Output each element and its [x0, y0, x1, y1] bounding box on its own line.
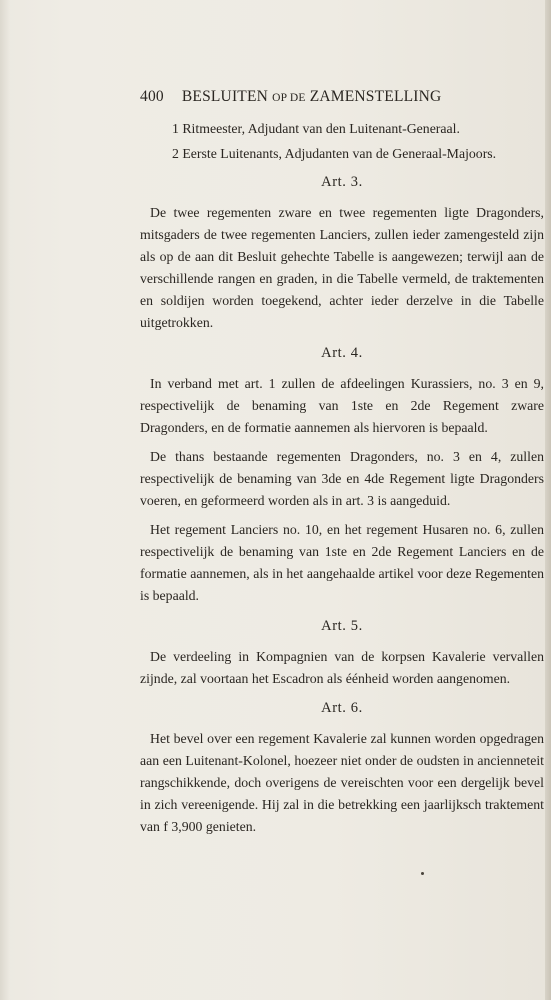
article-5	[140, 618, 544, 690]
staff-line-2: 2 Eerste Luitenants, Adjudanten van de Generaal-Majoors.	[172, 146, 497, 161]
running-head-title-part1: BESLUITEN	[181, 88, 269, 105]
running-head-title-part3: ZAMENSTELLING	[309, 88, 442, 105]
article-paragraph: De thans bestaande regementen Dragonders, no. 3 en 4, zullen respectivelijk de benaming van 3de en 4de Regement ligte Dragonders voeren, en geformeerd worden als in art. 3 is aangeduid.	[140, 448, 544, 509]
article-paragraph: De twee regementen zware en twee regementen ligte Dragonders, mitsgaders de twee regementen Lanciers, zullen ieder zamengesteld zijn als op de aan dit Besluit gehechte Tabelle is aangewezen; terwijl aan de verschillende rangen en graden, in die Tabelle vermeld, de traktementen en soldijen worden toegekend, achter ieder derzelve in die Tabelle uitgetrokken.	[140, 205, 544, 331]
article-4	[140, 345, 544, 608]
article-heading: Art. 3.	[321, 174, 363, 190]
article-6	[140, 700, 544, 838]
article-paragraph: De verdeeling in Kompagnien van de korpsen Kavalerie vervallen zijnde, zal voortaan het Escadron als éénheid worden aangenomen.	[140, 648, 544, 686]
article-heading: Art. 6.	[321, 699, 363, 716]
page-gutter-shadow	[0, 0, 10, 1000]
staff-line-1: 1 Ritmeester, Adjudant van den Luitenant-Generaal.	[172, 121, 460, 136]
article-paragraph: Het bevel over een regement Kavalerie zal kunnen worden opgedragen aan een Luitenant-Kolonel, hoezeer niet onder de oudsten in ancienneteit rangschikkende, doch overigens de vereischten voor een dergelijk bevel in zich vereenigende. Hij zal in die betrekking een jaarlijksch traktement van f 3,900 genieten.	[140, 730, 544, 835]
running-head	[140, 88, 544, 106]
article-paragraph: Het regement Lanciers no. 10, en het regement Husaren no. 6, zullen respectivelijk de benaming van 1ste en 2de Regement Lanciers en de formatie aannemen, als in het aangehaalde artikel voor deze Regementen is bepaald.	[140, 522, 544, 604]
article-heading: Art. 4.	[321, 344, 363, 361]
article-paragraph: In verband met art. 1 zullen de afdeelingen Kurassiers, no. 3 en 9, respectivelijk de benaming van 1ste en 2de Regement zware Dragonders, en de formatie aannemen als hiervoren is bepaald.	[140, 375, 544, 435]
running-head-title	[182, 88, 442, 106]
page-content	[140, 88, 544, 838]
article-heading: Art. 5.	[321, 617, 363, 634]
running-head-title-part2: OP DE	[272, 92, 306, 104]
page-edge	[545, 0, 551, 1000]
page-number: 400	[140, 88, 164, 105]
ink-speck	[421, 872, 424, 875]
article-3	[140, 174, 544, 335]
